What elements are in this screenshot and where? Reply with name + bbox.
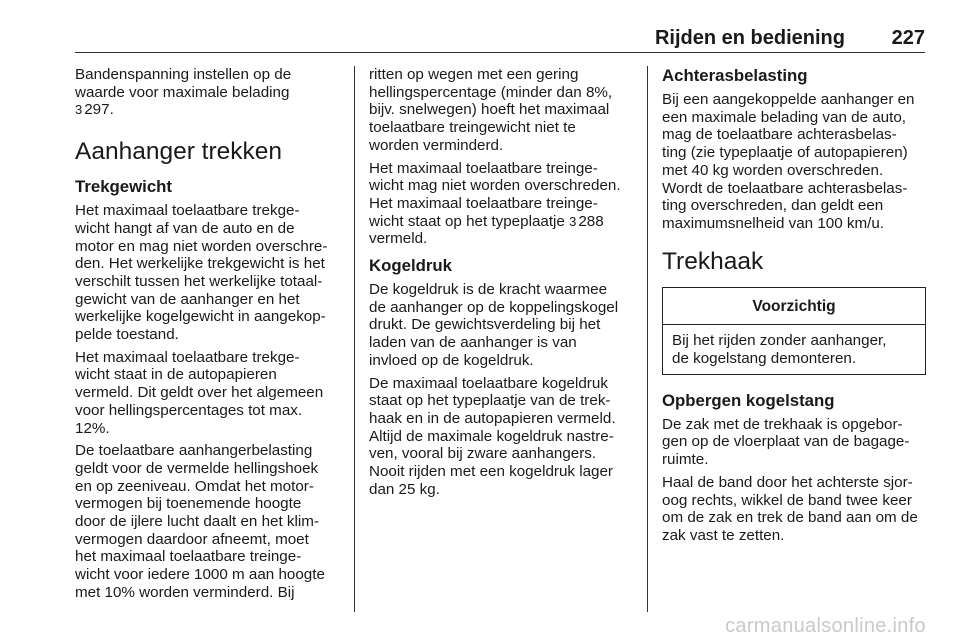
- column-2: [369, 66, 633, 503]
- page-ref-arrow-icon: 3: [75, 102, 83, 118]
- subsection-heading: Achterasbelasting: [662, 66, 808, 85]
- subsection-heading: Kogeldruk: [369, 256, 452, 276]
- section-title: Rijden en bediening: [654, 27, 845, 49]
- paragraph: De toelaatbare aanhangerbelasting geldt voor de vermelde hellingshoek en op zeeniveau. Omdat het motor- vermogen bij toenemende hoogte door de ijlere lucht daalt en het klim- vermogen daardoor afneemt, moet het maximaal toelaatbare treinge- wicht voor iedere 1000 m aan hoogte met 10% worden verminderd. Bij: [75, 442, 325, 601]
- caution-title: Voorzichtig: [663, 288, 925, 326]
- intro-paragraph: Bandenspanning instellen op de waarde voor maximale belading 3 297.: [75, 66, 292, 119]
- paragraph: ritten op wegen met een gering hellingspercentage (minder dan 8%, bijv. snelwegen) hoeft het maximaal toelaatbare treingewicht niet te worden verminderd.: [369, 66, 613, 154]
- paragraph: Het maximaal toelaatbare treinge- wicht mag niet worden overschreden. Het maximaal toelaatbare treinge- wicht staat op het typeplaatje 3 288 vermeld.: [369, 159, 621, 248]
- page-ref-link[interactable]: 288: [578, 212, 604, 230]
- column-divider: [647, 66, 648, 612]
- page-number: 227: [891, 27, 925, 49]
- column-1: [75, 66, 340, 607]
- caution-body: Bij het rijden zonder aanhanger, de kogelstang demonteren.: [672, 332, 887, 368]
- paragraph: Het maximaal toelaatbare trekge- wicht staat in de autopapieren vermeld. Dit geldt over het algemeen voor hellingspercentages tot max. 12%.: [75, 348, 324, 437]
- paragraph: De zak met de trekhaak is opgebor- gen op de vloerplaat van de bagage- ruimte.: [662, 415, 910, 469]
- subsection-heading: Trekgewicht: [75, 177, 172, 197]
- paragraph: De kogeldruk is de kracht waarmee de aanhanger op de koppelingskogel drukt. De gewichtsverdeling bij het laden van de aanhanger is van invloed op de kogeldruk.: [369, 281, 619, 369]
- page-header: [75, 24, 925, 53]
- section-heading: Aanhanger trekken: [75, 138, 283, 166]
- paragraph: Bij een aangekoppelde aanhanger en een maximale belading van de auto, mag de toelaatbare achterasbelas- ting (zie typeplaatje of autopapieren) met 40 kg worden overschreden. Wordt de toelaatbare achterasbelas- ting overschreden, dan geldt een maximumsnelheid van 100 km/u.: [662, 91, 915, 232]
- watermark: carmanualsonline.info: [725, 615, 926, 637]
- section-heading: Trekhaak: [662, 247, 764, 275]
- column-divider: [354, 66, 355, 612]
- page-ref-arrow-icon: 3: [569, 213, 577, 229]
- column-3: [662, 66, 926, 550]
- paragraph: Haal de band door het achterste sjor- oog rechts, wikkel de band twee keer om de zak en trek de band aan om de zak vast te zetten.: [662, 473, 918, 544]
- paragraph: Het maximaal toelaatbare trekge- wicht hangt af van de auto en de motor en mag niet worden overschre- den. Het werkelijke trekgewicht is het verschilt tussen het werkelijke totaal- gewicht van de aanhanger en het werkelijke kogelgewicht in aangekop- pelde toestand.: [75, 202, 328, 344]
- subsection-heading: Opbergen kogelstang: [662, 390, 835, 410]
- paragraph: De maximaal toelaatbare kogeldruk staat op het typeplaatje van de trek- haak en in de autopapieren vermeld. Altijd de maximale kogeldruk nastre- ven, vooral bij zware aanhangers. Nooit rijden met een kogeldruk lager dan 25 kg.: [369, 374, 616, 498]
- caution-box: [662, 287, 926, 375]
- page-ref-link[interactable]: 297.: [84, 101, 114, 119]
